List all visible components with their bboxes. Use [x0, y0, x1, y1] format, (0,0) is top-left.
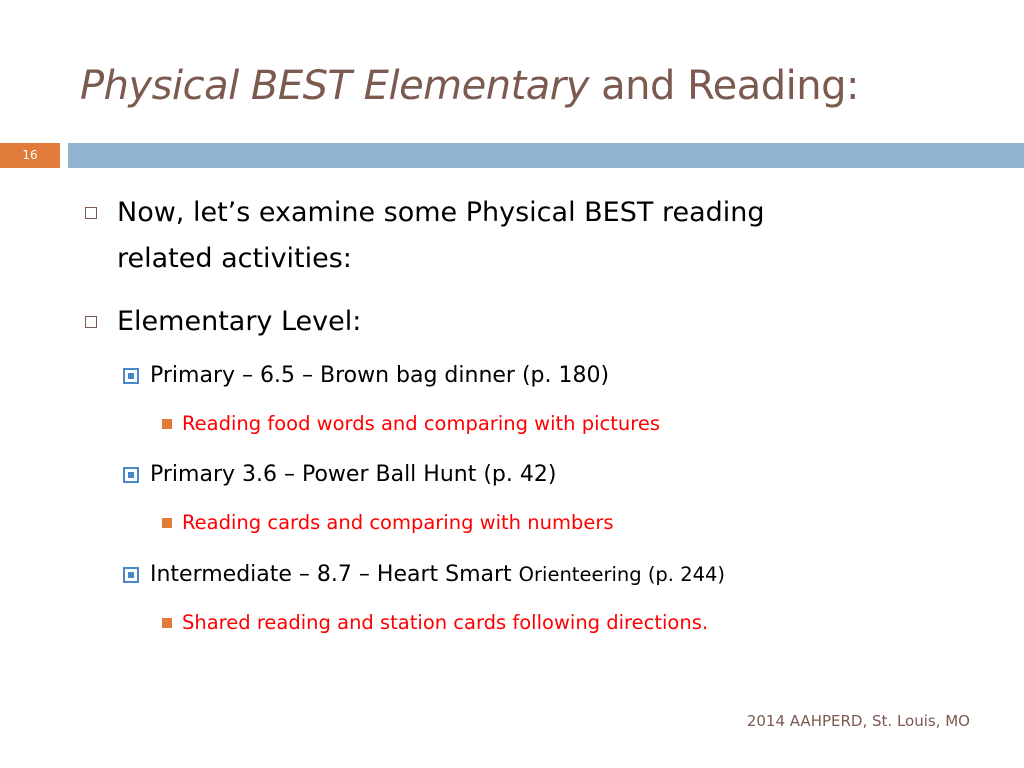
bullet-text-examine-line1: Now, let’s examine some Physical BEST reading	[117, 197, 765, 228]
sub-bullet-text-cards-numbers: Reading cards and comparing with numbers	[182, 511, 614, 534]
intermediate-main-text: Intermediate – 8.7 – Heart Smart	[150, 562, 519, 587]
slide-title-rest: and Reading:	[588, 63, 859, 109]
orange-square-bullet-icon	[162, 419, 172, 429]
blue-square-bullet-icon	[123, 567, 139, 583]
footer-text: 2014 AAHPERD, St. Louis, MO	[746, 712, 970, 730]
intermediate-small-text: Orienteering (p. 244)	[518, 563, 726, 586]
bullet-text-intermediate-8-7	[150, 558, 725, 592]
bullet-text-elementary-level: Elementary Level:	[117, 306, 362, 337]
slide-number: 16	[0, 143, 60, 168]
bullet-text-primary-3-6: Primary 3.6 – Power Ball Hunt (p. 42)	[150, 462, 557, 487]
slide-title-italic: Physical BEST Elementary	[80, 63, 589, 109]
bullet-text-primary-6-5: Primary – 6.5 – Brown bag dinner (p. 180)	[150, 363, 610, 388]
hollow-square-bullet-icon	[85, 207, 97, 219]
orange-square-bullet-icon	[162, 618, 172, 628]
orange-square-bullet-icon	[162, 518, 172, 528]
blue-square-bullet-icon	[123, 467, 139, 483]
sub-bullet-text-shared-reading: Shared reading and station cards following directions.	[182, 611, 709, 634]
hollow-square-bullet-icon	[85, 316, 97, 328]
bullet-text-examine-line2: related activities:	[117, 243, 352, 274]
blue-square-bullet-icon	[123, 368, 139, 384]
sub-bullet-text-food-words: Reading food words and comparing with pictures	[182, 412, 661, 435]
